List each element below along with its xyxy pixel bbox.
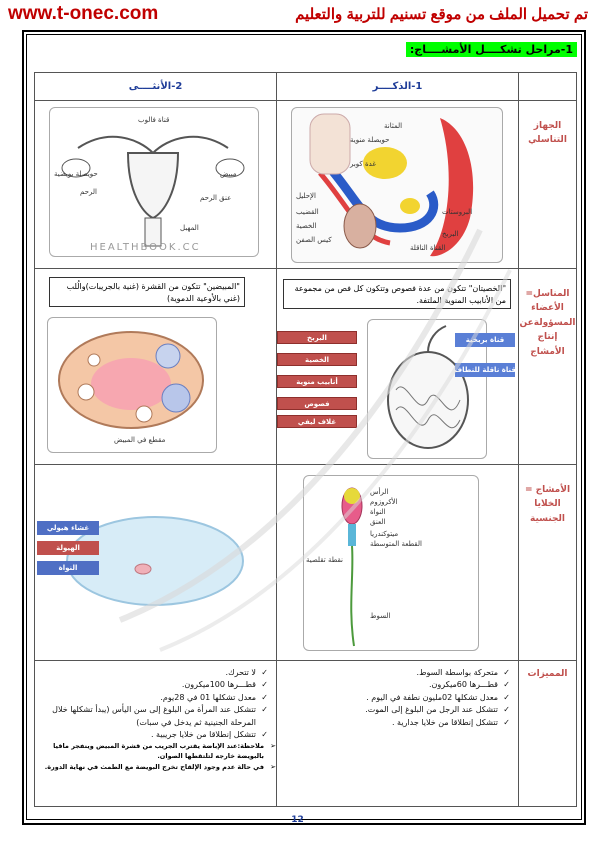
label-ovary: مبيض	[220, 170, 237, 178]
top-banner	[8, 2, 588, 26]
tag-cell-membrane: غشاء هيولي	[37, 521, 99, 535]
gonads-label-2: الأعضاء	[531, 303, 564, 314]
label-middle-piece: القطعة المتوسطة	[370, 540, 422, 548]
label-uterus: الرحم	[80, 188, 97, 196]
testis-cell	[277, 269, 519, 465]
row-label-features: المميزات	[519, 661, 577, 807]
label-testis: الخصية	[296, 222, 317, 230]
row-label-gonads	[519, 269, 577, 465]
label-scrotum: كيس الصفن	[296, 236, 332, 244]
sperm-cell	[277, 465, 519, 661]
female-system-diagram	[49, 107, 259, 257]
banner-text: تم تحميل الملف من موقع تسنيم للتربية والتعليم	[295, 6, 588, 23]
row-label-gametes	[519, 465, 577, 661]
label-acrosome: الأكروزوم	[370, 498, 398, 506]
label-seminal-vesicle: حويصلة منوية	[350, 136, 390, 144]
ovary-illustration	[47, 318, 216, 453]
row-label-reproductive: الجهاز التناسلي	[519, 101, 577, 269]
female-feature: ✓ تتشكل عند المرأة من البلوغ إلى سن اليأس (يبدأ تشكلها خلال المرحلة الجنينية ثم يدخل في سبات)	[39, 704, 268, 729]
comparison-table	[34, 72, 577, 807]
tag-testis: الخصية	[277, 353, 357, 366]
tag-seminiferous-tubules: أنابيب منوية	[277, 375, 357, 388]
female-features-cell	[35, 661, 277, 807]
label-mitochondria: ميتوكندريا	[370, 530, 399, 538]
female-feature: ✓ قطـــرها 100ميكرون.	[39, 679, 268, 691]
label-prostate: البروستات	[442, 208, 473, 216]
tag-cytoplasm: الهيولة	[37, 541, 99, 555]
label-cervix: عنق الرحم	[200, 194, 232, 202]
tag-sperm-duct: قناة ناقلة للنطاف	[455, 363, 515, 377]
ovary-description: "المبيضين" تتكون من القشرة (غنية بالجريبات)والُلب (غني بالأوعية الدموية)	[49, 277, 245, 307]
ovum-cell	[35, 465, 277, 661]
female-features-list	[35, 661, 276, 741]
label-epididymis: البربخ	[442, 230, 459, 238]
gametes-label-1: الأمشاج =	[524, 485, 571, 495]
sperm-diagram	[303, 475, 479, 651]
ovary-diagram	[47, 317, 217, 453]
ovulation-note: ➢ ملاحظة:عند الإباضة يقترب الجريب من قشرة المبيض وينفجر ماقيا بالبويضة خارجه لتلتقطها الصوان.	[35, 741, 276, 762]
female-feature: ✓ لا تتحرك.	[39, 667, 268, 679]
female-anatomy-illustration	[49, 108, 258, 257]
male-feature: ✓ تتشكل عند الرجل من البلوغ إلى الموت.	[281, 704, 510, 716]
tag-lobules: فصوص	[277, 397, 357, 410]
label-bladder: المثانة	[384, 122, 403, 130]
image-watermark: HEALTHBOOK.CC	[90, 242, 201, 253]
tag-fibrous-capsule: غلاف ليفي	[277, 415, 357, 428]
label-sperm-nucleus: النواة	[370, 508, 386, 516]
column-header-male: 1-الذكــــر	[277, 73, 519, 101]
tag-epididymis: البربخ	[277, 331, 357, 344]
female-system-cell	[35, 101, 277, 269]
site-url[interactable]: www.t-onec.com	[8, 3, 159, 24]
male-feature: ✓ متحركة بواسطة السوط.	[281, 667, 510, 679]
gametes-label-2: الخلايا الجنسية	[530, 499, 565, 524]
corner-cell	[519, 73, 577, 101]
label-urethra: الإحليل	[296, 192, 316, 200]
ovary-cell	[35, 269, 277, 465]
label-contractile-point: نقطة تقلصية	[306, 556, 343, 564]
column-header-female: 2-الأنثــــى	[35, 73, 277, 101]
label-fallopian-tube: قناة فالوب	[138, 116, 170, 124]
female-feature: ✓ معدل تشكلها 01 في 28يوم.	[39, 692, 268, 704]
male-system-diagram	[291, 107, 503, 263]
label-sperm-head: الرأس	[370, 488, 389, 496]
label-flagellum: السوط	[370, 612, 391, 620]
menstruation-note: ➢ في حالة عدم وجود الإلقاح تخرج البويضة مع الطمث في نهاية الدورة.	[35, 762, 276, 773]
label-cowper-gland: غدة كوبر	[350, 160, 376, 168]
tag-ovum-nucleus: النواة	[37, 561, 99, 575]
label-vas-deferens: القناة الناقلة	[410, 244, 446, 252]
ovary-caption: مقطع في المبيض	[114, 436, 166, 444]
label-sperm-neck: العنق	[370, 518, 386, 526]
section-title: 1-مراحل تشكــــل الأمشــــاج:	[406, 42, 577, 57]
tag-epididymal-duct: قناة بربخية	[455, 333, 515, 347]
gonads-label-3: المسؤولةعن	[519, 317, 576, 328]
male-features-cell	[277, 661, 519, 807]
female-feature: ✓ تتشكل إنطلاقا من خلايا جريبية .	[39, 729, 268, 741]
testis-description: "الخصيتان" تتكون من عدة فصوص وتتكون كل فص من مجموعة من الأنابيب المنوية الملتفة.	[283, 279, 511, 309]
male-features-list	[277, 661, 518, 729]
page-number: 12	[291, 815, 304, 825]
label-follicle: حويصلة بويضية	[54, 170, 98, 178]
male-feature: ✓ قطـــرها 60ميكرون.	[281, 679, 510, 691]
male-feature: ✓ معدل تشكلها 02مليون نطفة في اليوم .	[281, 692, 510, 704]
label-vagina: المهبل	[180, 224, 199, 232]
male-system-cell	[277, 101, 519, 269]
gonads-label-1: المناسل=	[525, 289, 570, 299]
label-penis: القضيب	[296, 208, 319, 216]
gonads-label-4: إنتاج الأمشاج	[530, 332, 565, 357]
male-feature: ✓ تتشكل إنطلاقا من خلايا جدارية .	[281, 717, 510, 729]
